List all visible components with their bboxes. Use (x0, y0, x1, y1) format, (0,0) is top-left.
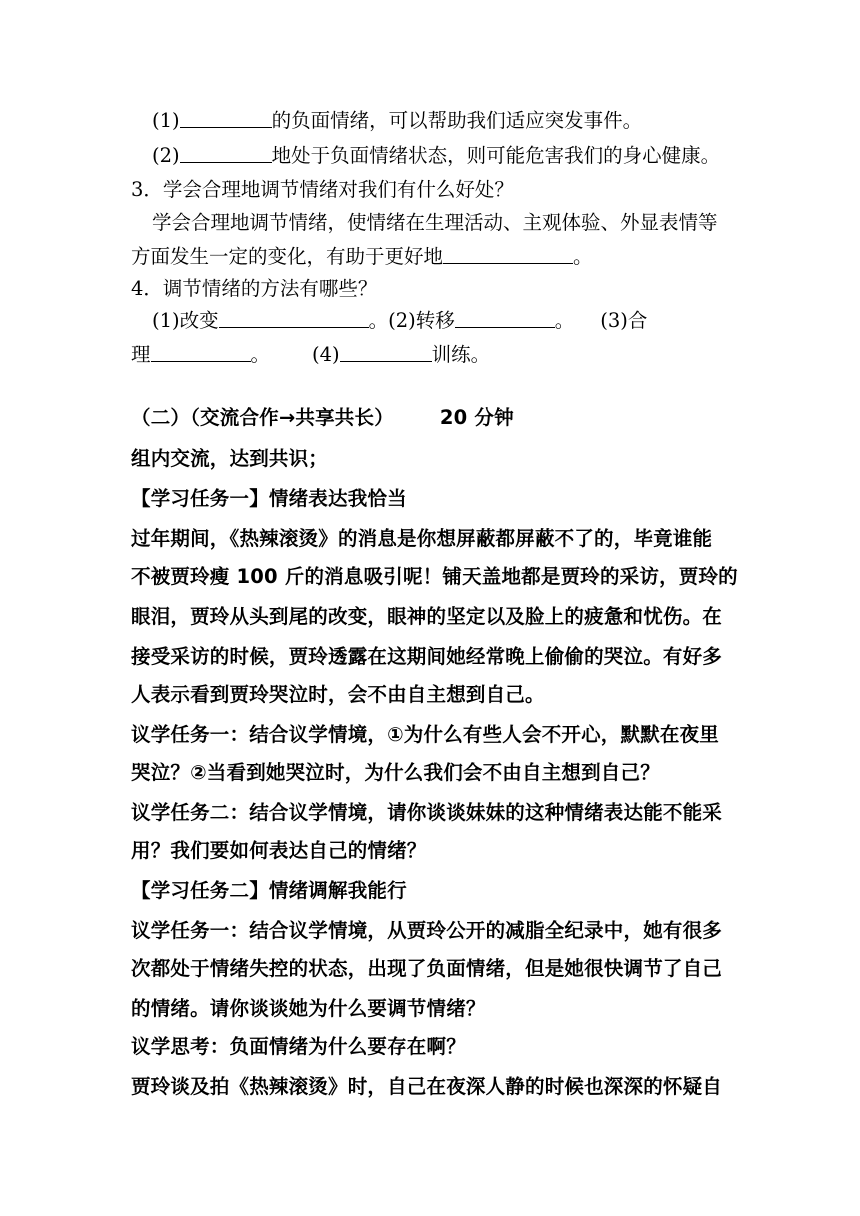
paragraph-line: 哭泣？②当看到她哭泣时，为什么我们会不由自主想到自己？ (131, 761, 660, 784)
paragraph-line: 人表示看到贾玲哭泣时，会不由自主想到自己。 (131, 683, 545, 706)
paragraph-line: 议学任务一：结合议学情境，①为什么有些人会不开心，默默在夜里 (131, 723, 720, 746)
methods-line-1: (1)改变 。(2)转移 。 (3)合 (152, 309, 648, 332)
blank-1[interactable] (180, 126, 272, 128)
paragraph-line: 眼泪，贾玲从头到尾的改变，眼神的坚定以及脸上的疲惫和忧伤。在 (131, 605, 723, 628)
item-2-number: (2) (152, 144, 180, 167)
blank-method-2[interactable] (455, 326, 555, 328)
task-heading-1: 【学习任务一】情绪表达我恰当 (131, 487, 407, 510)
paragraph-line: 不被贾玲瘦 100 斤的消息吸引呢！铺天盖地都是贾玲的采访，贾玲的 (131, 565, 738, 588)
question-4: 4．调节情绪的方法有哪些？ (131, 277, 378, 300)
paragraph-line: 组内交流，达到共识； (131, 447, 329, 470)
paragraph-line: 的情绪。请你谈谈她为什么要调节情绪？ (131, 997, 486, 1020)
paragraph-line: 议学任务一：结合议学情境，从贾玲公开的减脂全纪录中，她有很多 (131, 919, 723, 942)
item-1-text: 的负面情绪，可以帮助我们适应突发事件。 (271, 109, 643, 132)
task-heading-2: 【学习任务二】情绪调解我能行 (131, 879, 407, 902)
answer-3-line-2: 方面发生一定的变化，有助于更好地 。 (131, 245, 593, 268)
blank-3[interactable] (443, 262, 573, 264)
paragraph-line: 用？我们要如何表达自己的情绪？ (131, 839, 427, 862)
paragraph-line: 贾玲谈及拍《热辣滚烫》时，自己在夜深人静的时候也深深的怀疑自 (131, 1075, 723, 1098)
section-time: 20 分钟 (439, 406, 514, 429)
section-title: （二）（交流合作→共享共长） (131, 406, 394, 429)
blank-method-4[interactable] (340, 360, 432, 362)
paragraph-line: 议学任务二：结合议学情境，请你谈谈妹妹的这种情绪表达能不能采 (131, 801, 723, 824)
blank-2[interactable] (180, 161, 272, 163)
paragraph-line: 议学思考：负面情绪为什么要存在啊？ (131, 1035, 466, 1058)
blank-method-1[interactable] (219, 326, 369, 328)
section-heading (131, 402, 514, 430)
paragraph-line: 次都处于情绪失控的状态，出现了负面情绪，但是她很快调节了自己 (131, 957, 723, 980)
item-1 (152, 105, 642, 133)
item-1-number: (1) (152, 109, 180, 132)
paragraph-line: 过年期间，《热辣滚烫》的消息是你想屏蔽都屏蔽不了的，毕竟谁能 (131, 527, 713, 550)
answer-3-line-1: 学会合理地调节情绪，使情绪在生理活动、主观体验、外显表情等 (152, 211, 718, 234)
item-2-text: 地处于负面情绪状态，则可能危害我们的身心健康。 (271, 144, 721, 167)
methods-line-2: 理 。 (4) 训练。 (131, 343, 491, 366)
question-3: 3．学会合理地调节情绪对我们有什么好处？ (131, 178, 514, 201)
paragraph-line: 接受采访的时候，贾玲透露在这期间她经常晚上偷偷的哭泣。有好多 (131, 645, 723, 668)
item-2 (152, 140, 720, 168)
blank-method-3[interactable] (151, 360, 251, 362)
